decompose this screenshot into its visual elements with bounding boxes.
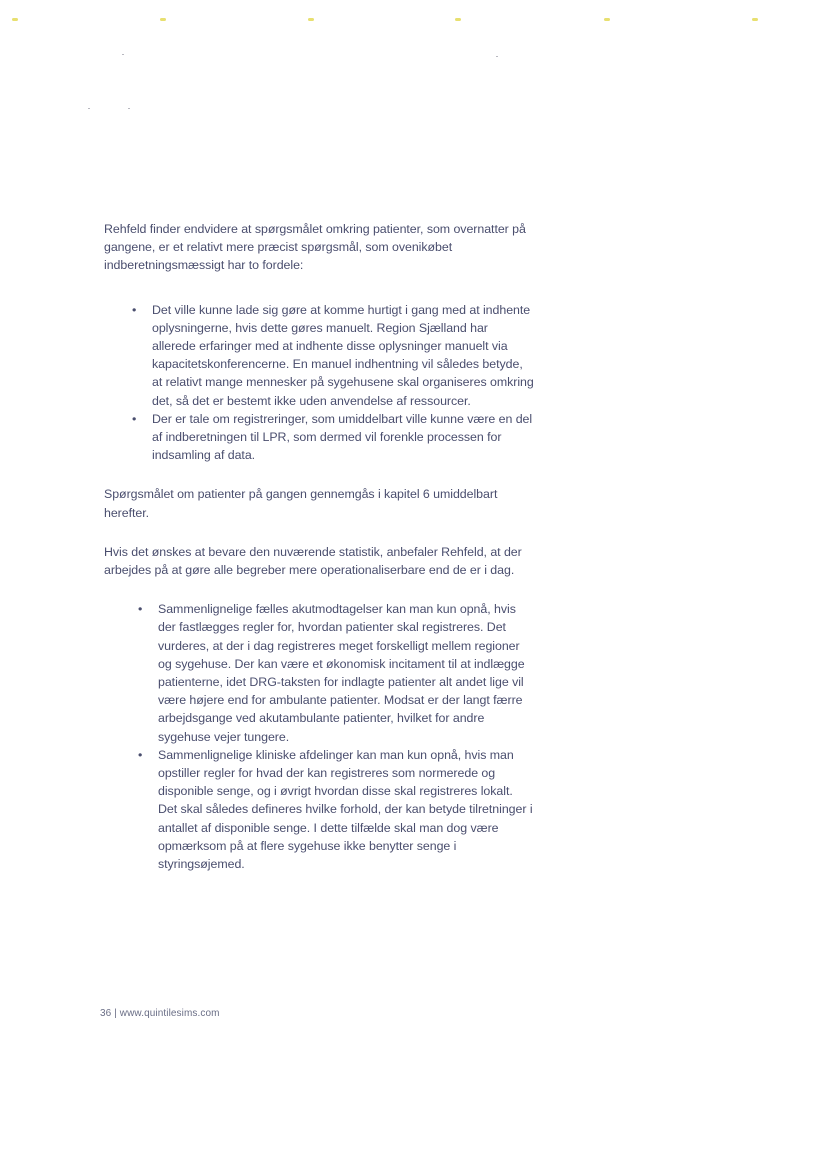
list-item-text: Der er tale om registreringer, som umiddelbart ville kunne være en del af indberetningen til LPR, som dermed vil forenkle processen for indsamling af data. <box>152 411 533 463</box>
list-item-text: Sammenlignelige fælles akutmodtagelser kan man kun opnå, hvis der fastlægges regler for, hvordan patienter skal registreres. Det vurderes, at der i dag registreres meget forskelligt mellem regioner og sygehuse. Der kan være et økonomisk incitament til at indlægge patienterne, idet DRG-taksten for indlagte patienter alt andet lige vil være højere end for ambulante patienter. Modsat er der langt færre arbejdsgange ved akutambulante patienter, hvilket for andre sygehuse vejer tungere. <box>158 602 525 744</box>
bullet-icon: • <box>138 747 143 762</box>
scan-speck <box>496 56 498 57</box>
page-footer: 36 | www.quintilesims.com <box>100 1008 220 1019</box>
scan-speck <box>88 108 90 109</box>
list-item-text: Sammenlignelige kliniske afdelinger kan man kun opnå, hvis man opstiller regler for hvad der kan registreres som normerede og disponible senge, og i øvrigt hvordan disse skal registreres lokalt. Det skal således defineres hvilke forhold, der kan betyde tilretninger i antallet af disponible senge. I dette tilfælde skal man dog være opmærksom på at flere sygehuse ikke benytter senge i styringsøjemed. <box>158 747 533 872</box>
scan-speck <box>122 54 124 55</box>
scan-artifacts <box>0 18 828 32</box>
bullet-list-begreber <box>104 600 534 873</box>
scan-dot <box>604 18 610 21</box>
bullet-icon: • <box>132 411 137 426</box>
list-item <box>104 410 534 465</box>
scan-dot <box>455 18 461 21</box>
scan-dot <box>160 18 166 21</box>
document-body <box>104 220 534 873</box>
paragraph-statistik: Hvis det ønskes at bevare den nuværende statistik, anbefaler Rehfeld, at der arbejdes på at gøre alle begreber mere operationaliserbare end de er i dag. <box>104 544 522 578</box>
bullet-icon: • <box>138 602 143 617</box>
scan-speck <box>128 108 130 109</box>
bullet-list-fordele <box>104 301 534 465</box>
list-item <box>104 301 534 410</box>
list-item <box>104 746 534 873</box>
scan-dot <box>12 18 18 21</box>
scan-dot <box>308 18 314 21</box>
paragraph-gangen: Spørgsmålet om patienter på gangen gennemgås i kapitel 6 umiddelbart herefter. <box>104 487 498 520</box>
bullet-icon: • <box>132 302 137 317</box>
list-item-text: Det ville kunne lade sig gøre at komme hurtigt i gang med at indhente oplysningerne, hvis dette gøres manuelt. Region Sjælland har allerede erfaringer med at indhente disse oplysninger manuelt via kapacitetskonferencerne. En manuel indhentning vil således betyde, at relativt mange mennesker på sygehusene skal organiseres omkring det, så det er bestemt ikke uden anvendelse af ressourcer. <box>152 302 534 408</box>
scan-dot <box>752 18 758 21</box>
list-item <box>104 600 534 746</box>
paragraph-intro: Rehfeld finder endvidere at spørgsmålet omkring patienter, som overnatter på gangene, er et relativt mere præcist spørgsmål, som ovenikøbet indberetningsmæssigt har to fordele: <box>104 222 526 273</box>
